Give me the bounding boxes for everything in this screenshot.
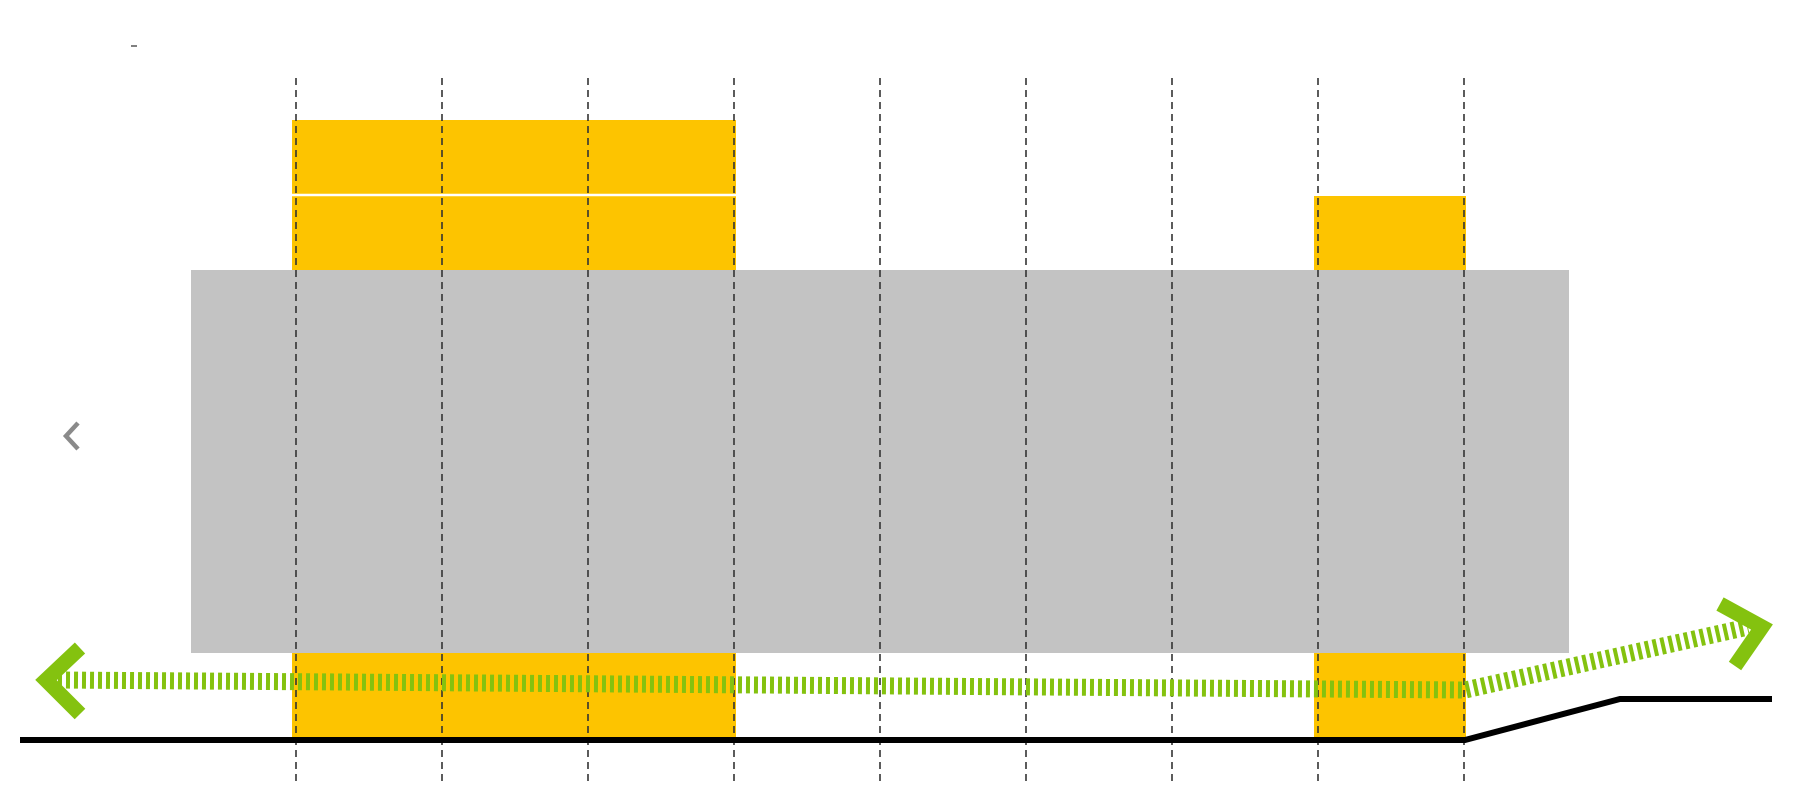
lower-volume-left <box>292 653 736 740</box>
ground-line <box>20 699 1772 740</box>
nav-prev-button[interactable] <box>54 418 90 454</box>
upper-volume-right <box>1314 196 1466 270</box>
chevron-left-icon <box>58 418 86 454</box>
